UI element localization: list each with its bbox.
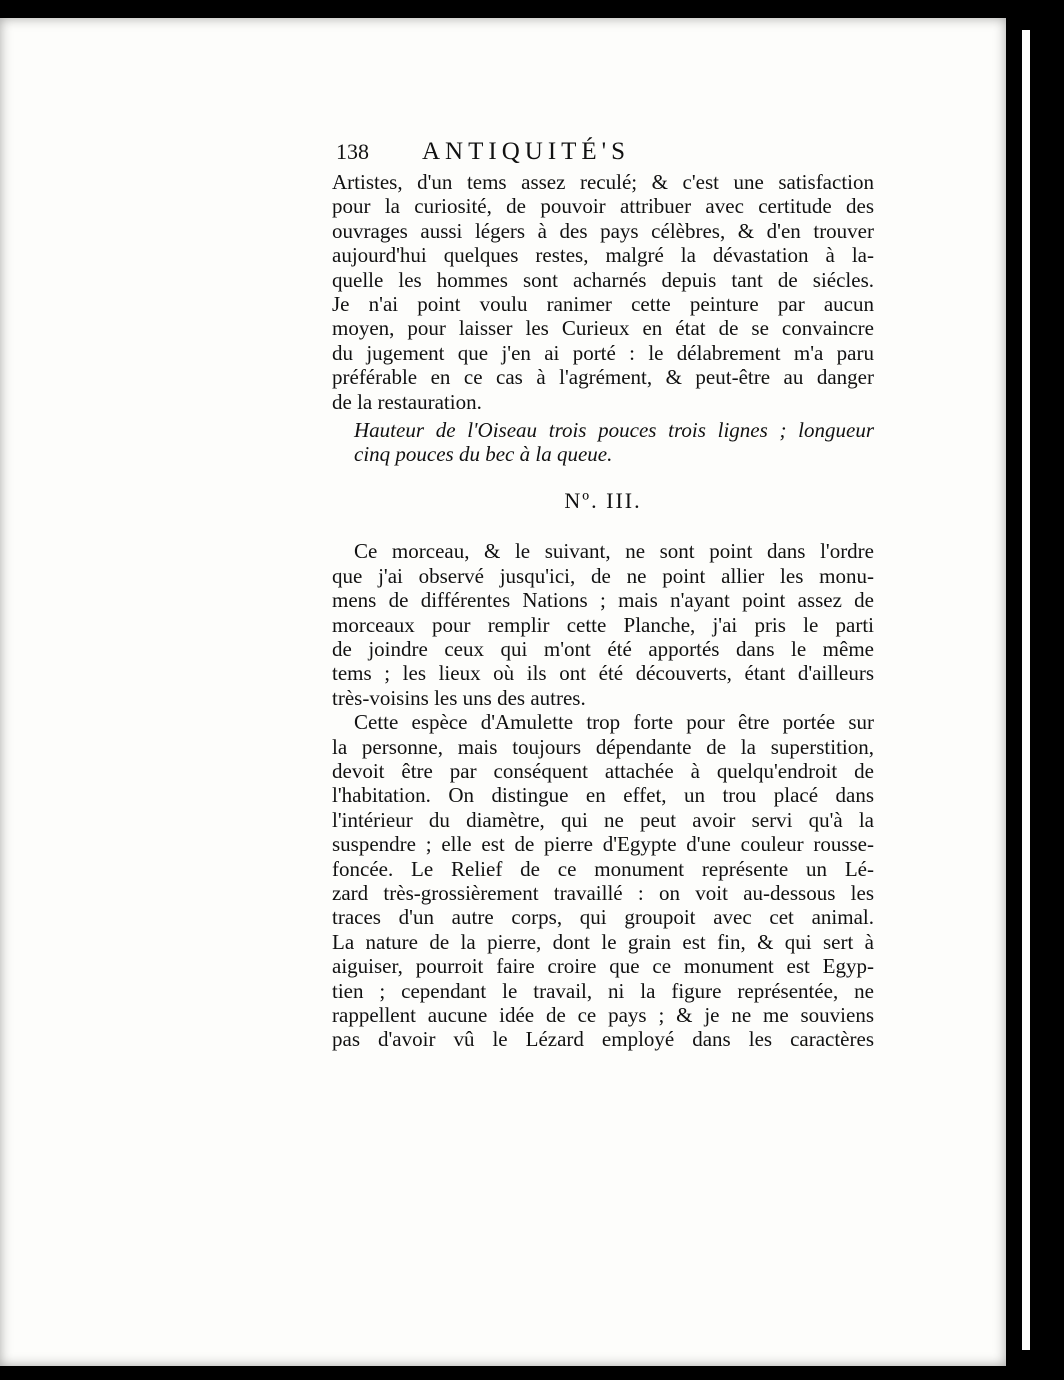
text-line: que j'ai observé jusqu'ici, de ne point allier les monu- bbox=[332, 563, 874, 588]
text-line: préférable en ce cas à l'agrément, & peut-être au danger bbox=[332, 365, 874, 390]
paragraph-1 bbox=[332, 170, 874, 414]
running-title: ANTIQUITÉ'S bbox=[422, 138, 631, 165]
text-line: foncée. Le Relief de ce monument représente un Lé- bbox=[332, 856, 874, 881]
text-line: l'intérieur du diamètre, qui ne peut avoir servi qu'à la bbox=[332, 807, 874, 832]
running-head bbox=[332, 140, 874, 170]
text-line: l'habitation. On distingue en effet, un trou placé dans bbox=[332, 783, 874, 808]
text-line: quelle les hommes sont acharnés depuis tant de siécles. bbox=[332, 267, 874, 292]
section-heading: Nº. III. bbox=[564, 487, 642, 513]
text-line: mens de différentes Nations ; mais n'ayant point assez de bbox=[332, 588, 874, 613]
text-line: devoit être par conséquent attachée à quelqu'endroit de bbox=[332, 758, 874, 783]
text-line: aiguiser, pourroit faire croire que ce monument est Egyp- bbox=[332, 954, 874, 979]
dimensions-caption bbox=[332, 418, 874, 467]
text-line: très-voisins les uns des autres. bbox=[332, 685, 586, 710]
text-line: aujourd'hui quelques restes, malgré la dévastation à la- bbox=[332, 243, 874, 268]
text-line: Je n'ai point voulu ranimer cette peinture par aucun bbox=[332, 292, 874, 317]
paragraph-2 bbox=[332, 539, 874, 710]
page-content bbox=[332, 140, 874, 1052]
caption-line: cinq pouces du bec à la queue. bbox=[354, 442, 613, 467]
text-line: la personne, mais toujours dépendante de la superstition, bbox=[332, 734, 874, 759]
paragraph-3 bbox=[332, 710, 874, 1052]
text-line: tems ; les lieux où ils ont été découverts, étant d'ailleurs bbox=[332, 661, 874, 686]
text-line: morceaux pour remplir cette Planche, j'ai pris le parti bbox=[332, 612, 874, 637]
text-line: tien ; cependant le travail, ni la figure représentée, ne bbox=[332, 978, 874, 1003]
text-line: pas d'avoir vû le Lézard employé dans les caractères bbox=[332, 1027, 874, 1052]
text-line: moyen, pour laisser les Curieux en état de se convaincre bbox=[332, 316, 874, 341]
text-line: Cette espèce d'Amulette trop forte pour être portée sur bbox=[354, 710, 874, 735]
text-line: rappellent aucune idée de ce pays ; & je ne me souviens bbox=[332, 1003, 874, 1027]
caption-line: Hauteur de l'Oiseau trois pouces trois lignes ; longueur bbox=[354, 418, 874, 443]
text-line: traces d'un autre corps, qui groupoit avec cet animal. bbox=[332, 905, 874, 930]
page-number: 138 bbox=[336, 139, 369, 164]
text-line: du jugement que j'en ai porté : le délabrement m'a paru bbox=[332, 340, 874, 365]
page-edge bbox=[1022, 30, 1030, 1350]
text-line: ouvrages aussi légers à des pays célèbres, & d'en trouver bbox=[332, 218, 874, 243]
text-line: pour la curiosité, de pouvoir attribuer avec certitude des bbox=[332, 194, 874, 219]
text-line: suspendre ; elle est de pierre d'Egypte d'une couleur rousse- bbox=[332, 832, 874, 857]
text-line: La nature de la pierre, dont le grain est fin, & qui sert à bbox=[332, 929, 874, 954]
text-line: Artistes, d'un tems assez reculé; & c'est une satisfaction bbox=[332, 170, 874, 194]
text-line: de joindre ceux qui m'ont été apportés dans le même bbox=[332, 636, 874, 661]
text-line: Ce morceau, & le suivant, ne sont point dans l'ordre bbox=[354, 539, 874, 564]
text-line: zard très-grossièrement travaillé : on voit au-dessous les bbox=[332, 880, 874, 905]
text-line: de la restauration. bbox=[332, 389, 482, 414]
